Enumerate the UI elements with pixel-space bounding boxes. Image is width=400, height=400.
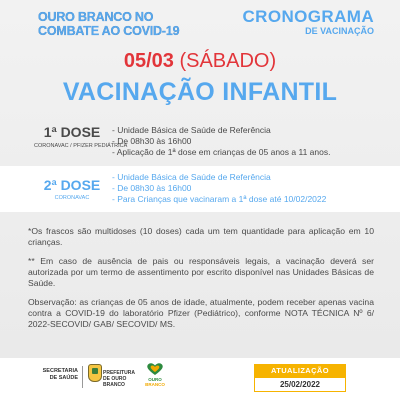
note-guardian-consent: ** Em caso de ausência de pais ou responsáveis legais, a vacinação deverá ser autorizada por um termo de assentimento por escrito disponível nas Unidades Básicas de Saúde. xyxy=(28,256,374,288)
dose-1-item: - De 08h30 às 16h00 xyxy=(112,136,192,146)
schedule-header xyxy=(224,8,374,37)
secretaria-logo-text: SECRETARIA DE SAÚDE xyxy=(42,368,78,381)
dose-1-label-block xyxy=(34,124,128,150)
note-observation: Observação: as crianças de 05 anos de idade, atualmente, podem receber apenas vacina contra a COVID-19 do laboratório Pfizer (Pediátrico), conforme NOTA TÉCNICA Nº 6/ 2022-SECOVID/ GAB/ SECOVID/ MS. xyxy=(28,297,374,329)
dose-2-details xyxy=(112,172,392,205)
schedule-title: CRONOGRAMA xyxy=(242,7,374,26)
dose-2-sublabel: CORONAVAC xyxy=(54,195,90,201)
note-multidose: *Os frascos são multidoses (10 doses) cada um tem quantidade para aplicação em 10 crianças. xyxy=(28,226,374,247)
dose-2-item: - Unidade Básica de Saúde de Referência xyxy=(112,172,271,182)
prefeitura-logo-text xyxy=(103,370,137,388)
dose-2-item: - Para Crianças que vacinaram a 1ª dose até 10/02/2022 xyxy=(112,194,327,204)
prefeitura-label: PREFEITURA DE OURO BRANCO xyxy=(103,370,135,388)
ouro-branco-heart-icon xyxy=(146,362,164,376)
event-weekday: (SÁBADO) xyxy=(179,50,277,72)
schedule-subtitle: DE VACINAÇÃO xyxy=(305,26,374,36)
dose-1-details xyxy=(112,125,392,158)
campaign-line-1: OURO BRANCO NO xyxy=(38,10,154,24)
dose-2-section xyxy=(0,166,400,212)
update-box xyxy=(254,364,346,392)
footer xyxy=(0,358,400,400)
dose-2-label-block xyxy=(34,177,110,201)
city-crest-icon xyxy=(88,364,102,382)
event-date-line xyxy=(0,50,400,73)
campaign-line-2: COMBATE AO COVID-19 xyxy=(38,24,180,38)
logo-divider xyxy=(82,366,83,388)
campaign-header xyxy=(38,10,208,38)
dose-1-section xyxy=(0,120,400,162)
notes-section xyxy=(28,226,374,338)
event-title: VACINAÇÃO INFANTIL xyxy=(62,78,338,106)
event-date: 05/03 xyxy=(123,50,174,72)
dose-2-label: 2ª DOSE xyxy=(43,177,101,193)
dose-2-item: - De 08h30 às 16h00 xyxy=(112,183,192,193)
ouro-branco-logo-text xyxy=(138,377,172,387)
ob-logo-line-2: BRANCO xyxy=(145,382,165,387)
dose-1-sublabel: CORONAVAC / PFIZER PEDIÁTRICA xyxy=(34,143,128,149)
dose-1-item: - Aplicação de 1ª dose em crianças de 05 anos a 11 anos. xyxy=(112,147,331,157)
ob-logo-line-1: OURO xyxy=(148,377,162,382)
dose-1-label: 1ª DOSE xyxy=(43,124,101,140)
update-label: ATUALIZAÇÃO xyxy=(254,364,346,377)
dose-1-item: - Unidade Básica de Saúde de Referência xyxy=(112,125,271,135)
update-date: 25/02/2022 xyxy=(254,377,346,392)
